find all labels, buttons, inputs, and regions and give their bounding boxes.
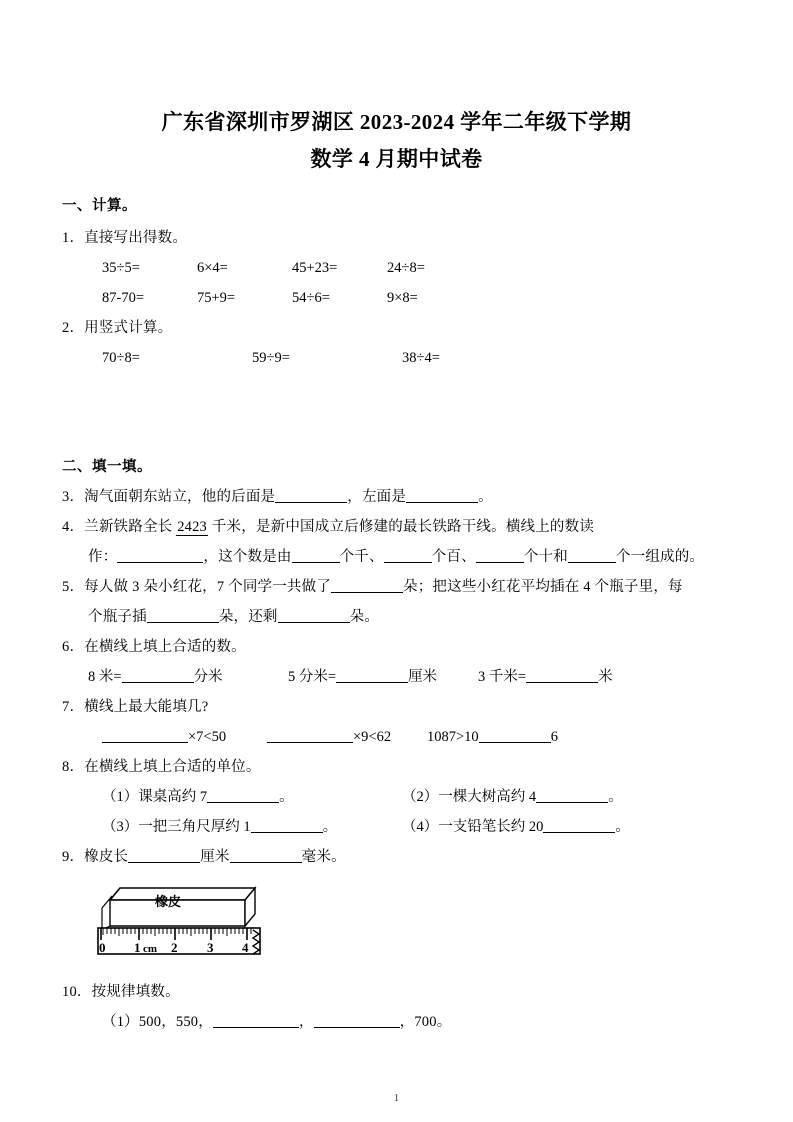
question-5-text-part1: 每人做 3 朵小红花，7 个同学一共做了 [84, 579, 332, 595]
page-footer [0, 1092, 793, 1104]
question-5-text-part2: 朵；把这些小红花平均插在 4 个瓶子里，每 [403, 579, 683, 595]
conversion-prefix: 3 千米= [478, 669, 527, 685]
conversion-prefix: 8 米= [88, 669, 122, 685]
sequence-separator: ， [298, 1014, 314, 1030]
ruler-tick-label: 4 [242, 940, 249, 955]
answer-blank[interactable] [147, 608, 219, 623]
question-10 [62, 977, 731, 1007]
answer-blank[interactable] [526, 668, 598, 683]
calc-expression: 75+9= [197, 290, 236, 306]
title-line-1: 广东省深圳市罗湖区 2023-2024 学年二年级下学期 [161, 110, 632, 134]
question-9-text-part2: 厘米 [200, 849, 230, 865]
question-4-text-c: 个千、 [339, 549, 384, 565]
question-3-text-part1: 淘气面朝东站立，他的后面是 [84, 489, 276, 505]
answer-blank[interactable] [476, 548, 524, 563]
question-4-text-d: 个百、 [431, 549, 476, 565]
vertical-calc-expression: 38÷4= [402, 350, 440, 366]
calc-expression: 87-70= [102, 290, 145, 306]
max-fill-item [267, 722, 427, 752]
conversion-suffix: 厘米 [408, 669, 438, 685]
question-8-number: 8． [62, 759, 85, 775]
sequence-suffix: ，700。 [399, 1014, 452, 1030]
section-heading-2: 二、填一填。 [62, 459, 152, 475]
unit-fill-item [102, 782, 402, 812]
answer-blank[interactable] [230, 848, 302, 863]
title-line-2: 数学 4 月期中试卷 [310, 147, 483, 171]
question-4-number: 4． [62, 519, 85, 535]
question-1 [62, 223, 731, 253]
question-4-text-part2: 千米，是新中国成立后修建的最长铁路干线。横线上的数读 [211, 519, 595, 535]
question-4-text-e: 个十和 [523, 549, 568, 565]
calc-expression: 54÷6= [292, 290, 330, 306]
unit-fill-item [402, 782, 623, 812]
question-5 [62, 572, 731, 602]
eraser-ruler-figure [90, 878, 270, 968]
question-7-items [62, 722, 731, 752]
eraser-top-face [110, 888, 255, 900]
question-8-row-1 [62, 782, 731, 812]
question-7-number: 7． [62, 699, 85, 715]
answer-blank[interactable] [122, 668, 194, 683]
section-heading-1: 一、计算。 [62, 198, 137, 214]
unit-item-suffix: 。 [615, 819, 630, 835]
unit-conversion-item [88, 662, 288, 692]
unit-conversion-item [288, 662, 478, 692]
question-4-read-as-label: 作： [88, 549, 118, 565]
unit-item-suffix: 。 [279, 789, 294, 805]
answer-blank[interactable] [207, 788, 279, 803]
page-number: 1 [393, 1092, 400, 1104]
question-1-number: 1． [62, 230, 85, 246]
question-10-text: 按规律填数。 [91, 984, 180, 1000]
answer-blank[interactable] [117, 548, 203, 563]
answer-blank[interactable] [568, 548, 616, 563]
max-fill-item [102, 722, 267, 752]
sequence-prefix: （1）500，550， [102, 1014, 213, 1030]
unit-fill-item [402, 812, 630, 842]
unit-item-suffix: 。 [322, 819, 338, 835]
calc-expression: 24÷8= [387, 260, 425, 276]
inequality-suffix: ×9<62 [353, 729, 392, 745]
question-5-line-2 [62, 602, 731, 632]
question-5-text-a: 个瓶子插 [88, 609, 147, 625]
inequality-suffix: ×7<50 [188, 729, 227, 745]
calc-expression: 6×4= [197, 260, 228, 276]
answer-blank[interactable] [292, 548, 340, 563]
question-9-text-part1: 橡皮长 [84, 849, 129, 865]
conversion-suffix: 米 [598, 669, 613, 685]
question-4-text-part1: 兰新铁路全长 [84, 519, 173, 535]
question-5-text-b: 朵，还剩 [218, 609, 278, 625]
question-3-text-part2: ，左面是 [347, 489, 407, 505]
answer-blank[interactable] [251, 818, 323, 833]
unit-fill-item [102, 812, 402, 842]
ruler-tick-label: 1 [134, 940, 141, 955]
unit-item-label: （1）课桌高约 7 [102, 789, 208, 805]
question-5-text-c: 朵。 [349, 609, 380, 625]
conversion-suffix: 分米 [193, 669, 223, 685]
question-9-number: 9． [62, 849, 85, 865]
ruler-tick-label: 0 [99, 940, 106, 955]
question-5-number: 5． [62, 579, 85, 595]
question-1-row-2 [62, 283, 731, 313]
answer-blank[interactable] [543, 818, 615, 833]
unit-item-suffix: 。 [608, 789, 623, 805]
answer-blank[interactable] [213, 1013, 299, 1028]
answer-blank[interactable] [278, 608, 350, 623]
inequality-prefix: 1087>10 [427, 729, 479, 745]
answer-blank[interactable] [331, 578, 403, 593]
answer-blank[interactable] [479, 728, 551, 743]
question-4-text-f: 个一组成的。 [615, 549, 705, 565]
question-6-items [62, 662, 731, 692]
conversion-prefix: 5 分米= [288, 669, 337, 685]
answer-blank[interactable] [336, 668, 408, 683]
question-3 [62, 482, 731, 512]
unit-item-label: （3）一把三角尺厚约 1 [102, 819, 251, 835]
question-2-number: 2． [62, 320, 85, 336]
question-3-number: 3． [62, 489, 85, 505]
question-10-number: 10． [62, 984, 92, 1000]
unit-item-label: （4）一支铅笔长约 20 [402, 819, 544, 835]
unit-item-label: （2）一棵大树高约 4 [402, 789, 537, 805]
answer-blank[interactable] [406, 488, 478, 503]
question-2-row-1 [62, 343, 731, 373]
working-space [62, 373, 731, 455]
question-6-number: 6． [62, 639, 85, 655]
answer-blank[interactable] [536, 788, 608, 803]
inequality-suffix: 6 [550, 729, 558, 745]
answer-blank[interactable] [267, 728, 353, 743]
question-8-row-2 [62, 812, 731, 842]
eraser-label: 橡皮 [154, 894, 182, 909]
calc-expression: 35÷5= [102, 260, 140, 276]
answer-blank[interactable] [102, 728, 188, 743]
question-4-line-2 [62, 542, 731, 572]
question-7 [62, 692, 731, 722]
ruler-tick-label: 2 [171, 940, 178, 955]
question-1-row-1 [62, 253, 731, 283]
question-2 [62, 313, 731, 343]
question-4-underlined-number: 2423 [177, 519, 207, 535]
answer-blank[interactable] [314, 1013, 400, 1028]
question-9 [62, 842, 731, 872]
ruler-tick-label: 3 [207, 940, 214, 955]
question-3-text-part3: 。 [478, 489, 493, 505]
ruler-unit-label: cm [143, 943, 158, 955]
question-8-text: 在横线上填上合适的单位。 [84, 759, 261, 775]
vertical-calc-expression: 70÷8= [102, 350, 140, 366]
question-4-text-b: ，这个数是由 [203, 549, 292, 565]
unit-conversion-item [478, 662, 668, 692]
max-fill-item [427, 722, 558, 752]
calc-expression: 9×8= [387, 290, 418, 306]
question-8 [62, 752, 731, 782]
answer-blank[interactable] [384, 548, 432, 563]
answer-blank[interactable] [275, 488, 347, 503]
calc-expression: 45+23= [292, 260, 338, 276]
question-6-text: 在横线上填上合适的数。 [84, 639, 246, 655]
question-6 [62, 632, 731, 662]
page-title [62, 104, 731, 178]
question-4 [62, 512, 731, 542]
answer-blank[interactable] [128, 848, 200, 863]
eraser-ruler-illustration [90, 878, 731, 973]
question-7-text: 横线上最大能填几? [84, 699, 209, 715]
question-10-sub-1 [62, 1007, 731, 1037]
question-1-text: 直接写出得数。 [84, 230, 188, 246]
question-2-text: 用竖式计算。 [84, 320, 173, 336]
vertical-calc-expression: 59÷9= [252, 350, 290, 366]
question-9-text-part3: 毫米。 [301, 849, 346, 865]
